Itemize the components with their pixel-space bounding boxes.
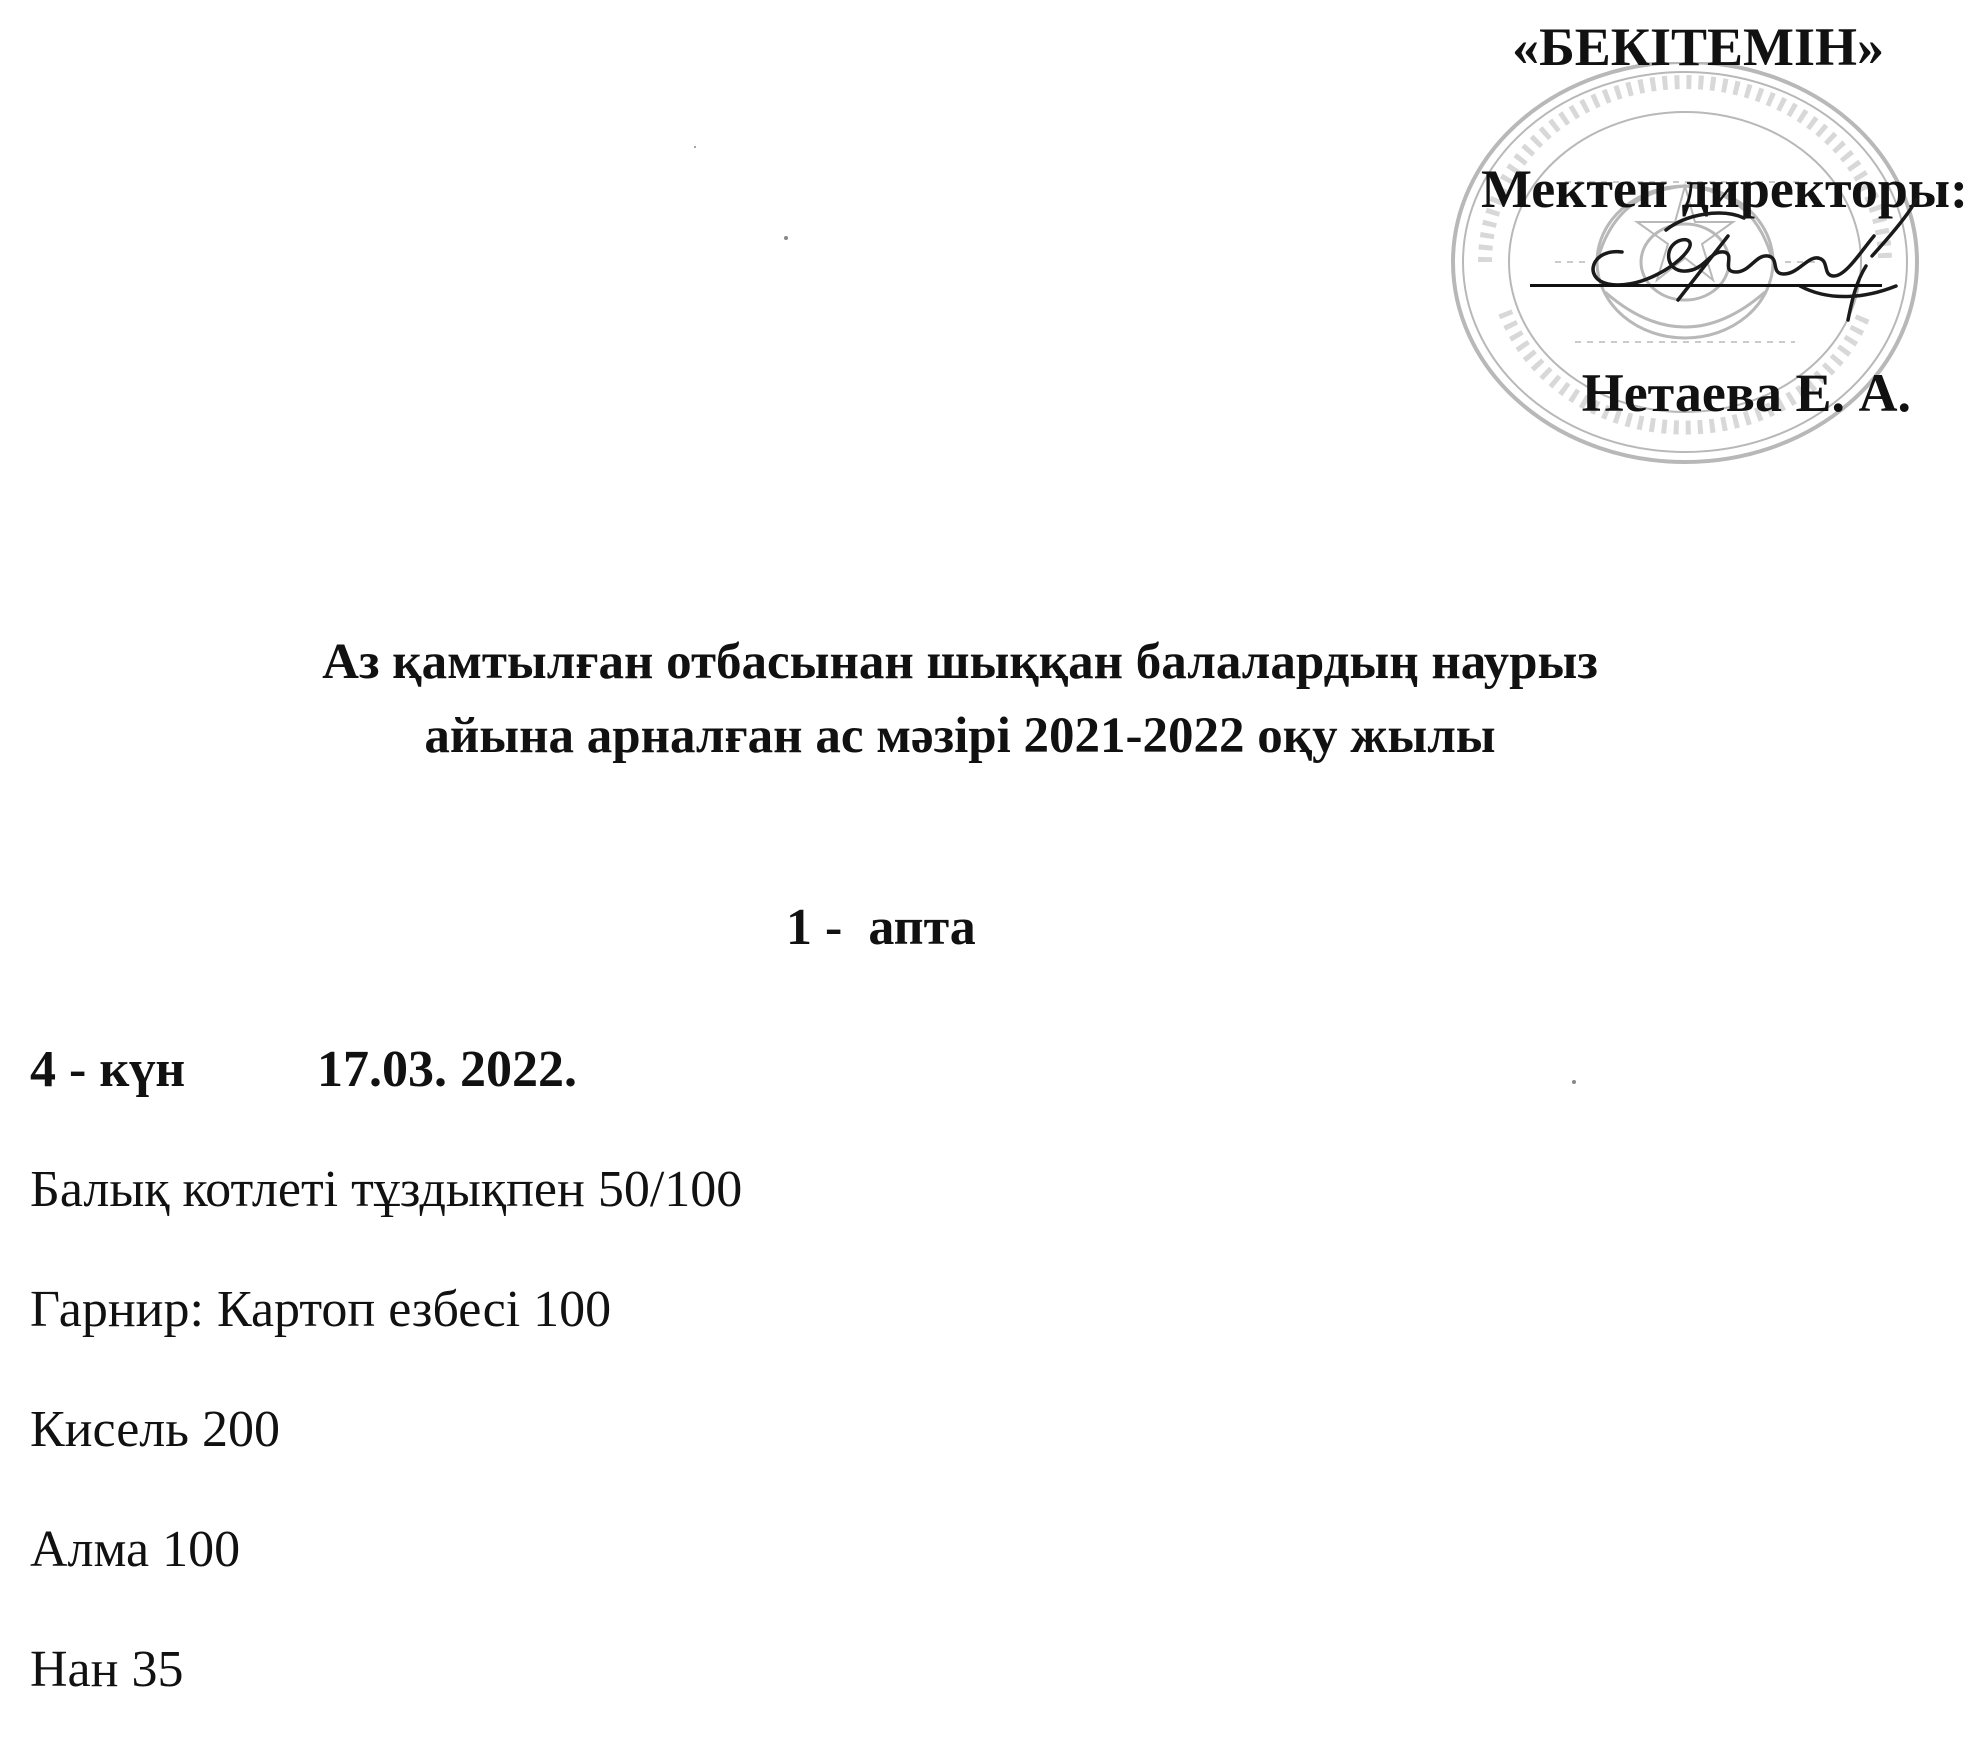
director-name: Нетаева Е. А. [1581,363,1911,423]
menu-item: Алма 100 [30,1521,241,1578]
menu-list [30,1160,742,1760]
handwritten-signature-icon [1500,190,1920,330]
approval-title: «БЕКІТЕМІН» [1512,17,1884,77]
menu-date: 17.03. 2022. [317,1041,577,1098]
menu-item: Гарнир: Картоп езбесі 100 [30,1281,612,1338]
scan-speck [784,236,788,240]
document-title [300,625,1620,773]
scan-speck [694,146,696,148]
day-heading [30,1040,577,1099]
director-position-label: Мектеп директоры: [1481,159,1968,219]
approval-block [1400,0,1968,460]
scan-speck [1572,1080,1576,1084]
menu-item: Нан 35 [30,1641,184,1698]
day-number: 4 - күн [30,1041,186,1098]
menu-item: Балық котлеті тұздықпен 50/100 [30,1161,743,1218]
signature-line [1530,284,1882,287]
week-heading: 1 - апта [786,899,976,956]
menu-item: Кисель 200 [30,1401,280,1458]
document-title-line: Аз қамтылған отбасынан шыққан балалардың наурыз [322,634,1598,690]
document-title-line: айына арналған ас мәзірі 2021-2022 оқу жылы [424,708,1496,764]
